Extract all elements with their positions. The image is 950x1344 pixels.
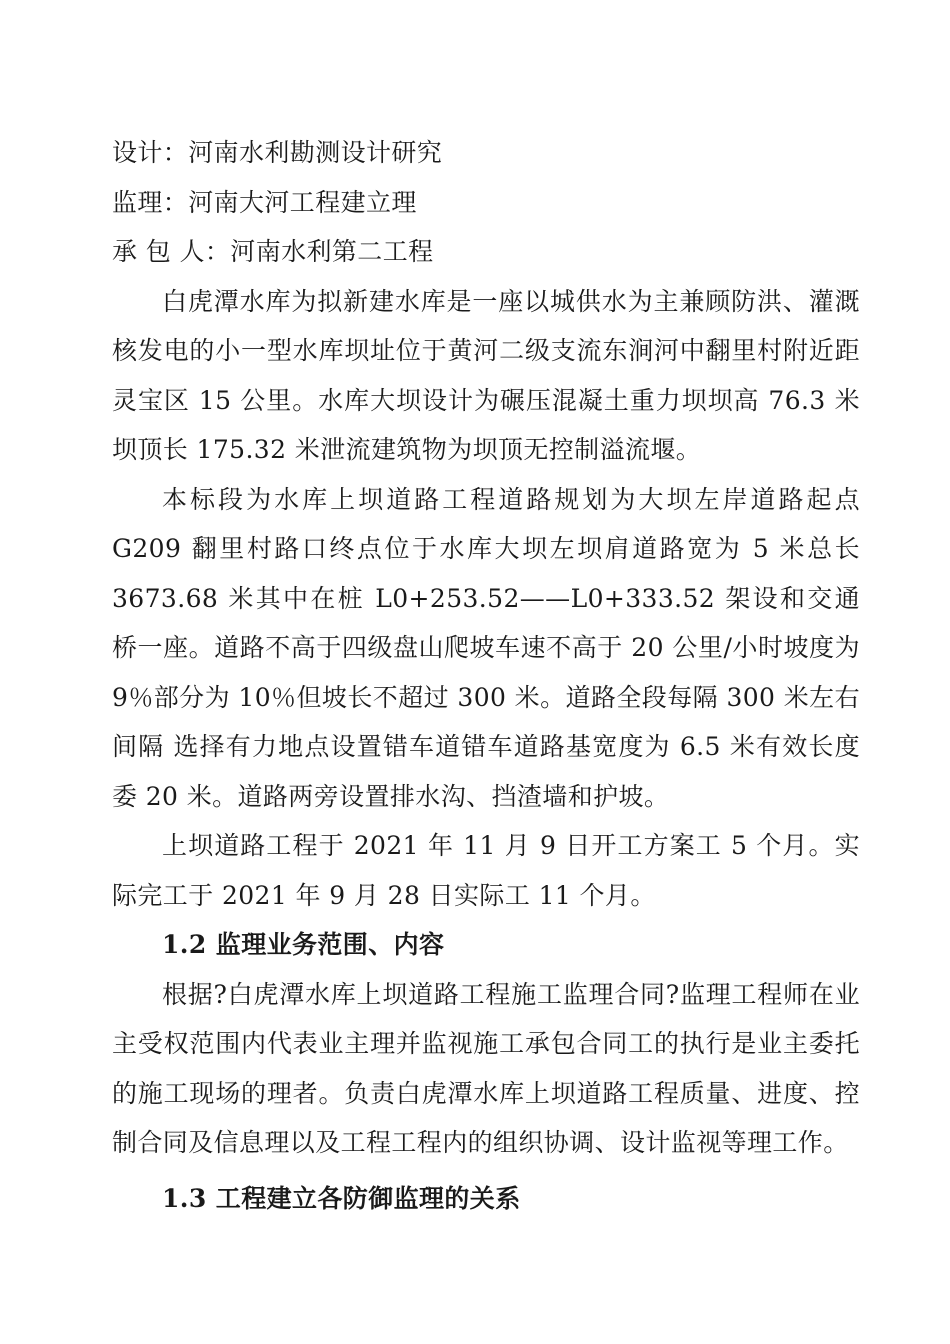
- supervision-line: 监理：河南大河工程建立理: [112, 187, 417, 217]
- section-heading-1-2: 1.2 监理业务范围、内容: [162, 930, 445, 959]
- paragraph-reservoir-overview: 白虎潭水库为拟新建水库是一座以城供水为主兼顾防洪、灌溉核发电的小一型水库坝址位于黄河二级支流东涧河中翻里村附近距灵宝区 15 公里。水库大坝设计为碾压混凝土重力坝坝高 76.3 米坝顶长 175.32 米泄流建筑物为坝顶无控制溢流堰。: [112, 286, 860, 464]
- section-heading-1-3: 1.3 工程建立各防御监理的关系: [162, 1183, 521, 1213]
- contractor-line: 承 包 人：河南水利第二工程: [112, 237, 434, 266]
- design-line: 设计：河南水利勘测设计研究: [112, 138, 443, 167]
- document-page: [112, 128, 860, 1223]
- paragraph-supervision-scope: 根据?白虎潭水库上坝道路工程施工监理合同?监理工程师在业主受权范围内代表业主理并监视施工承包合同工的执行是业主委托的施工现场的理者。负责白虎潭水库上坝道路工程质量、进度、控制合同及信息理以及工程工程内的组织协调、设计监视等理工作。: [112, 979, 860, 1157]
- paragraph-schedule: 上坝道路工程于 2021 年 11 月 9 日开工方案工 5 个月。实际完工于 2021 年 9 月 28 日实际工 11 个月。: [112, 831, 860, 910]
- paragraph-road-section: 本标段为水库上坝道路工程道路规划为大坝左岸道路起点 G209 翻里村路口终点位于水库大坝左坝肩道路宽为 5 米总长 3673.68 米其中在桩 L0+253.52——L0+333.52 架设和交通桥一座。道路不高于四级盘山爬坡车速不高于 20 公里/小时坡度为 9％部分为 10％但坡长不超过 300 米。道路全段每隔 300 米左右间隔 选择有力地点设置错车道错车道路基宽度为 6.5 米有效长度委 20 米。道路两旁设置排水沟、挡渣墙和护坡。: [112, 484, 860, 811]
